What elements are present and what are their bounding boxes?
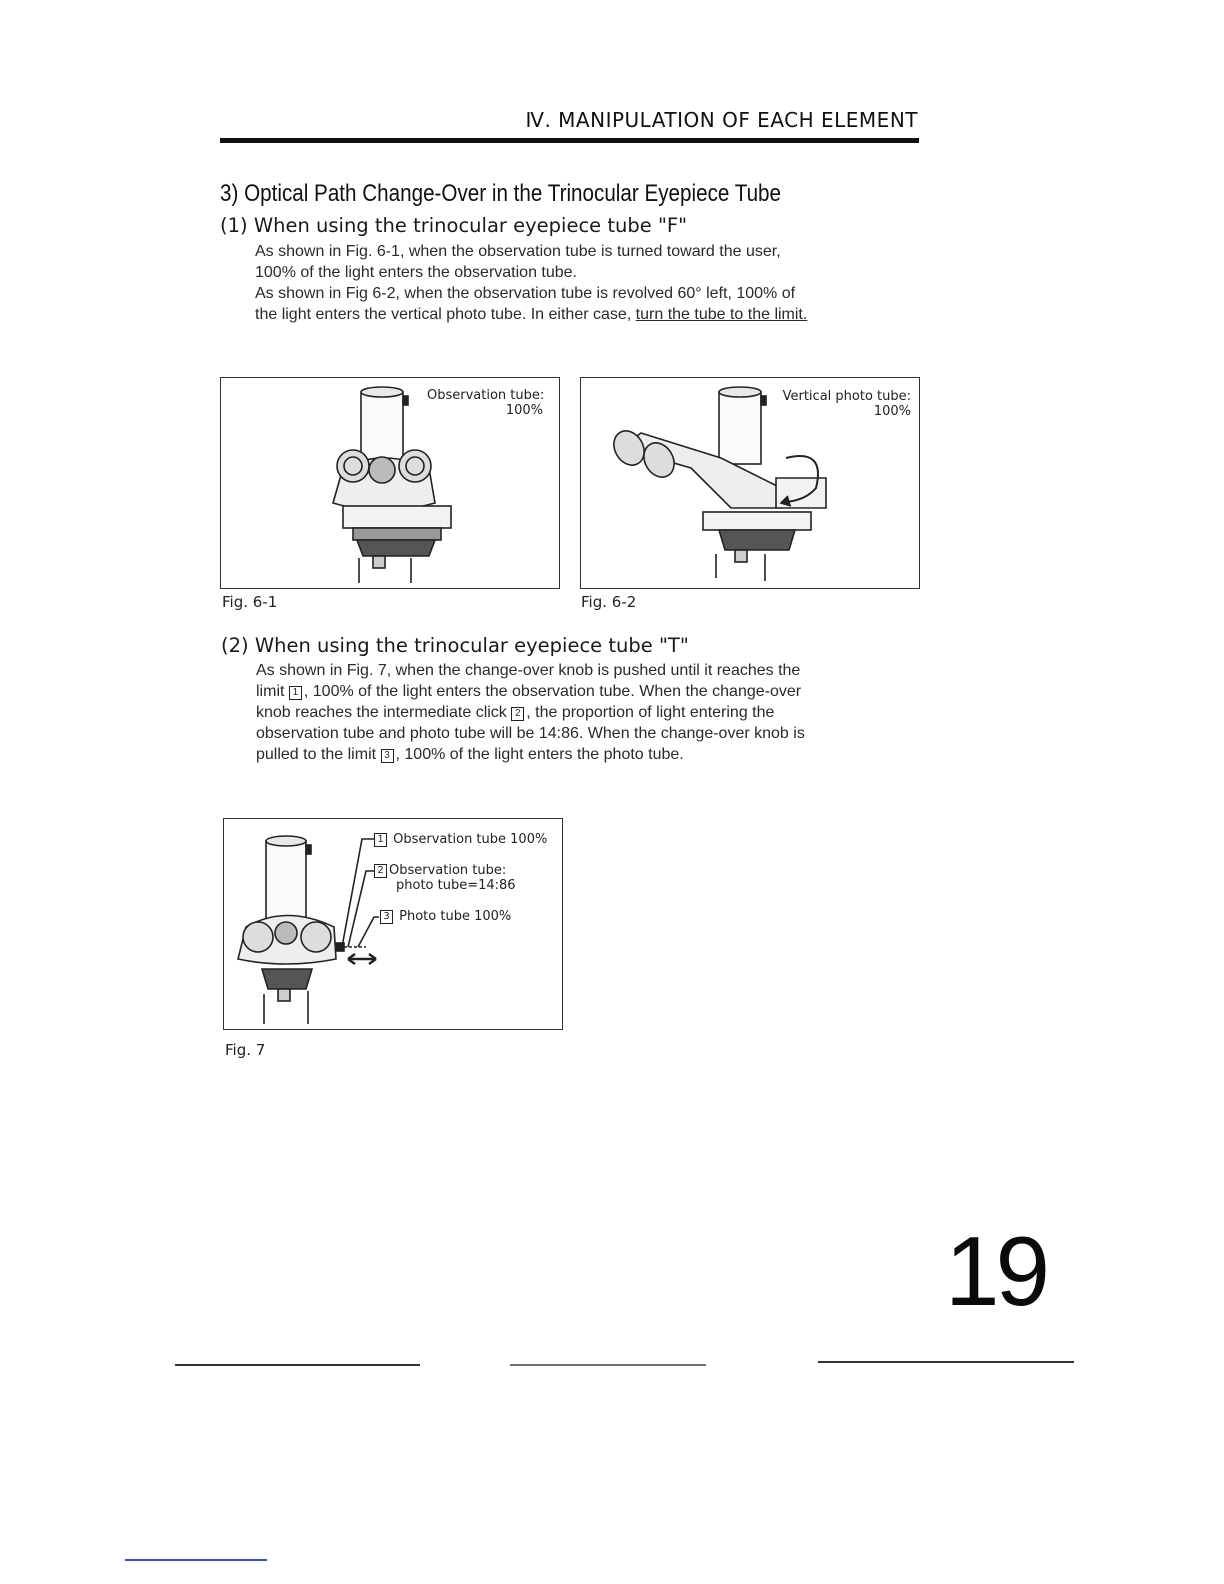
bottom-link-line	[125, 1559, 267, 1561]
fig7-caption: Fig. 7	[225, 1041, 266, 1059]
fig7-callout-1	[374, 832, 547, 847]
fig6-2-callout	[777, 389, 911, 419]
section-title: 3) Optical Path Change-Over in the Trinocular Eyepiece Tube	[220, 180, 782, 207]
fig6-2-callout-line2: 100%	[873, 404, 911, 419]
fig7-marker-2: 2	[374, 864, 387, 878]
fig7-callout-3	[380, 909, 511, 924]
paragraph-t-text-d: , 100% of the light enters the photo tube.	[395, 746, 684, 763]
fig6-1-callout	[427, 388, 543, 418]
fig7-marker-1: 1	[374, 833, 387, 847]
paragraph-f	[255, 241, 811, 325]
fig7-marker-3: 3	[380, 910, 393, 924]
header-rule	[220, 138, 919, 143]
fig6-2-callout-line1: Vertical photo tube:	[782, 389, 911, 404]
figure-7	[223, 818, 563, 1030]
limit-marker-1: 1	[289, 686, 302, 700]
fig7-callout-2-line2: photo tube=14:86	[396, 878, 516, 893]
figure-6-2	[580, 377, 920, 589]
fig7-callout-3-text: Photo tube 100%	[399, 909, 512, 924]
limit-marker-2: 2	[511, 707, 524, 721]
subsection-heading-f: (1) When using the trinocular eyepiece tube "F"	[220, 214, 688, 237]
footer-rule-middle	[510, 1364, 706, 1366]
running-head: Ⅳ. MANIPULATION OF EACH ELEMENT	[525, 108, 918, 132]
fig6-2-caption: Fig. 6-2	[581, 593, 637, 611]
footer-rule-right	[818, 1361, 1074, 1363]
paragraph-t-text-a: As shown in Fig. 7, when the change-over knob is pushed until it reaches the limit	[256, 662, 801, 700]
fig7-callout-1-text: Observation tube 100%	[393, 832, 548, 847]
paragraph-f-sentence-2	[255, 283, 811, 325]
fig6-1-caption: Fig. 6-1	[222, 593, 278, 611]
fig7-callout-2-line1: Observation tube:	[389, 863, 507, 878]
microscope-knob-illustration	[224, 819, 562, 1029]
emphasis-turn-limit: turn the tube to the limit.	[635, 306, 808, 323]
fig7-callout-2	[374, 863, 516, 893]
page-number: 19	[945, 1216, 1047, 1326]
paragraph-f-text: As shown in Fig 6-2, when the observation tube is revolved 60° left, 100% of the light enters the vertical photo tube. In either case,	[255, 285, 796, 323]
paragraph-t	[256, 660, 812, 765]
fig6-1-callout-line1: Observation tube:	[427, 388, 545, 403]
paragraph-t-text-c: , the proportion of light entering the observation tube and photo tube will be 14:86. When the change-over knob is pulled to the limit	[256, 704, 805, 763]
footer-rule-left	[175, 1364, 420, 1366]
subsection-heading-t: (2) When using the trinocular eyepiece tube "T"	[221, 634, 689, 657]
limit-marker-3: 3	[381, 749, 394, 763]
paragraph-f-sentence-1: As shown in Fig. 6-1, when the observation tube is turned toward the user, 100% of the light enters the observation tube.	[255, 243, 781, 281]
paragraph-t-text-b: , 100% of the light enters the observation tube. When the change-over knob reaches the intermediate click	[256, 683, 802, 721]
figure-6-1	[220, 377, 560, 589]
fig6-1-callout-line2: 100%	[505, 403, 543, 418]
